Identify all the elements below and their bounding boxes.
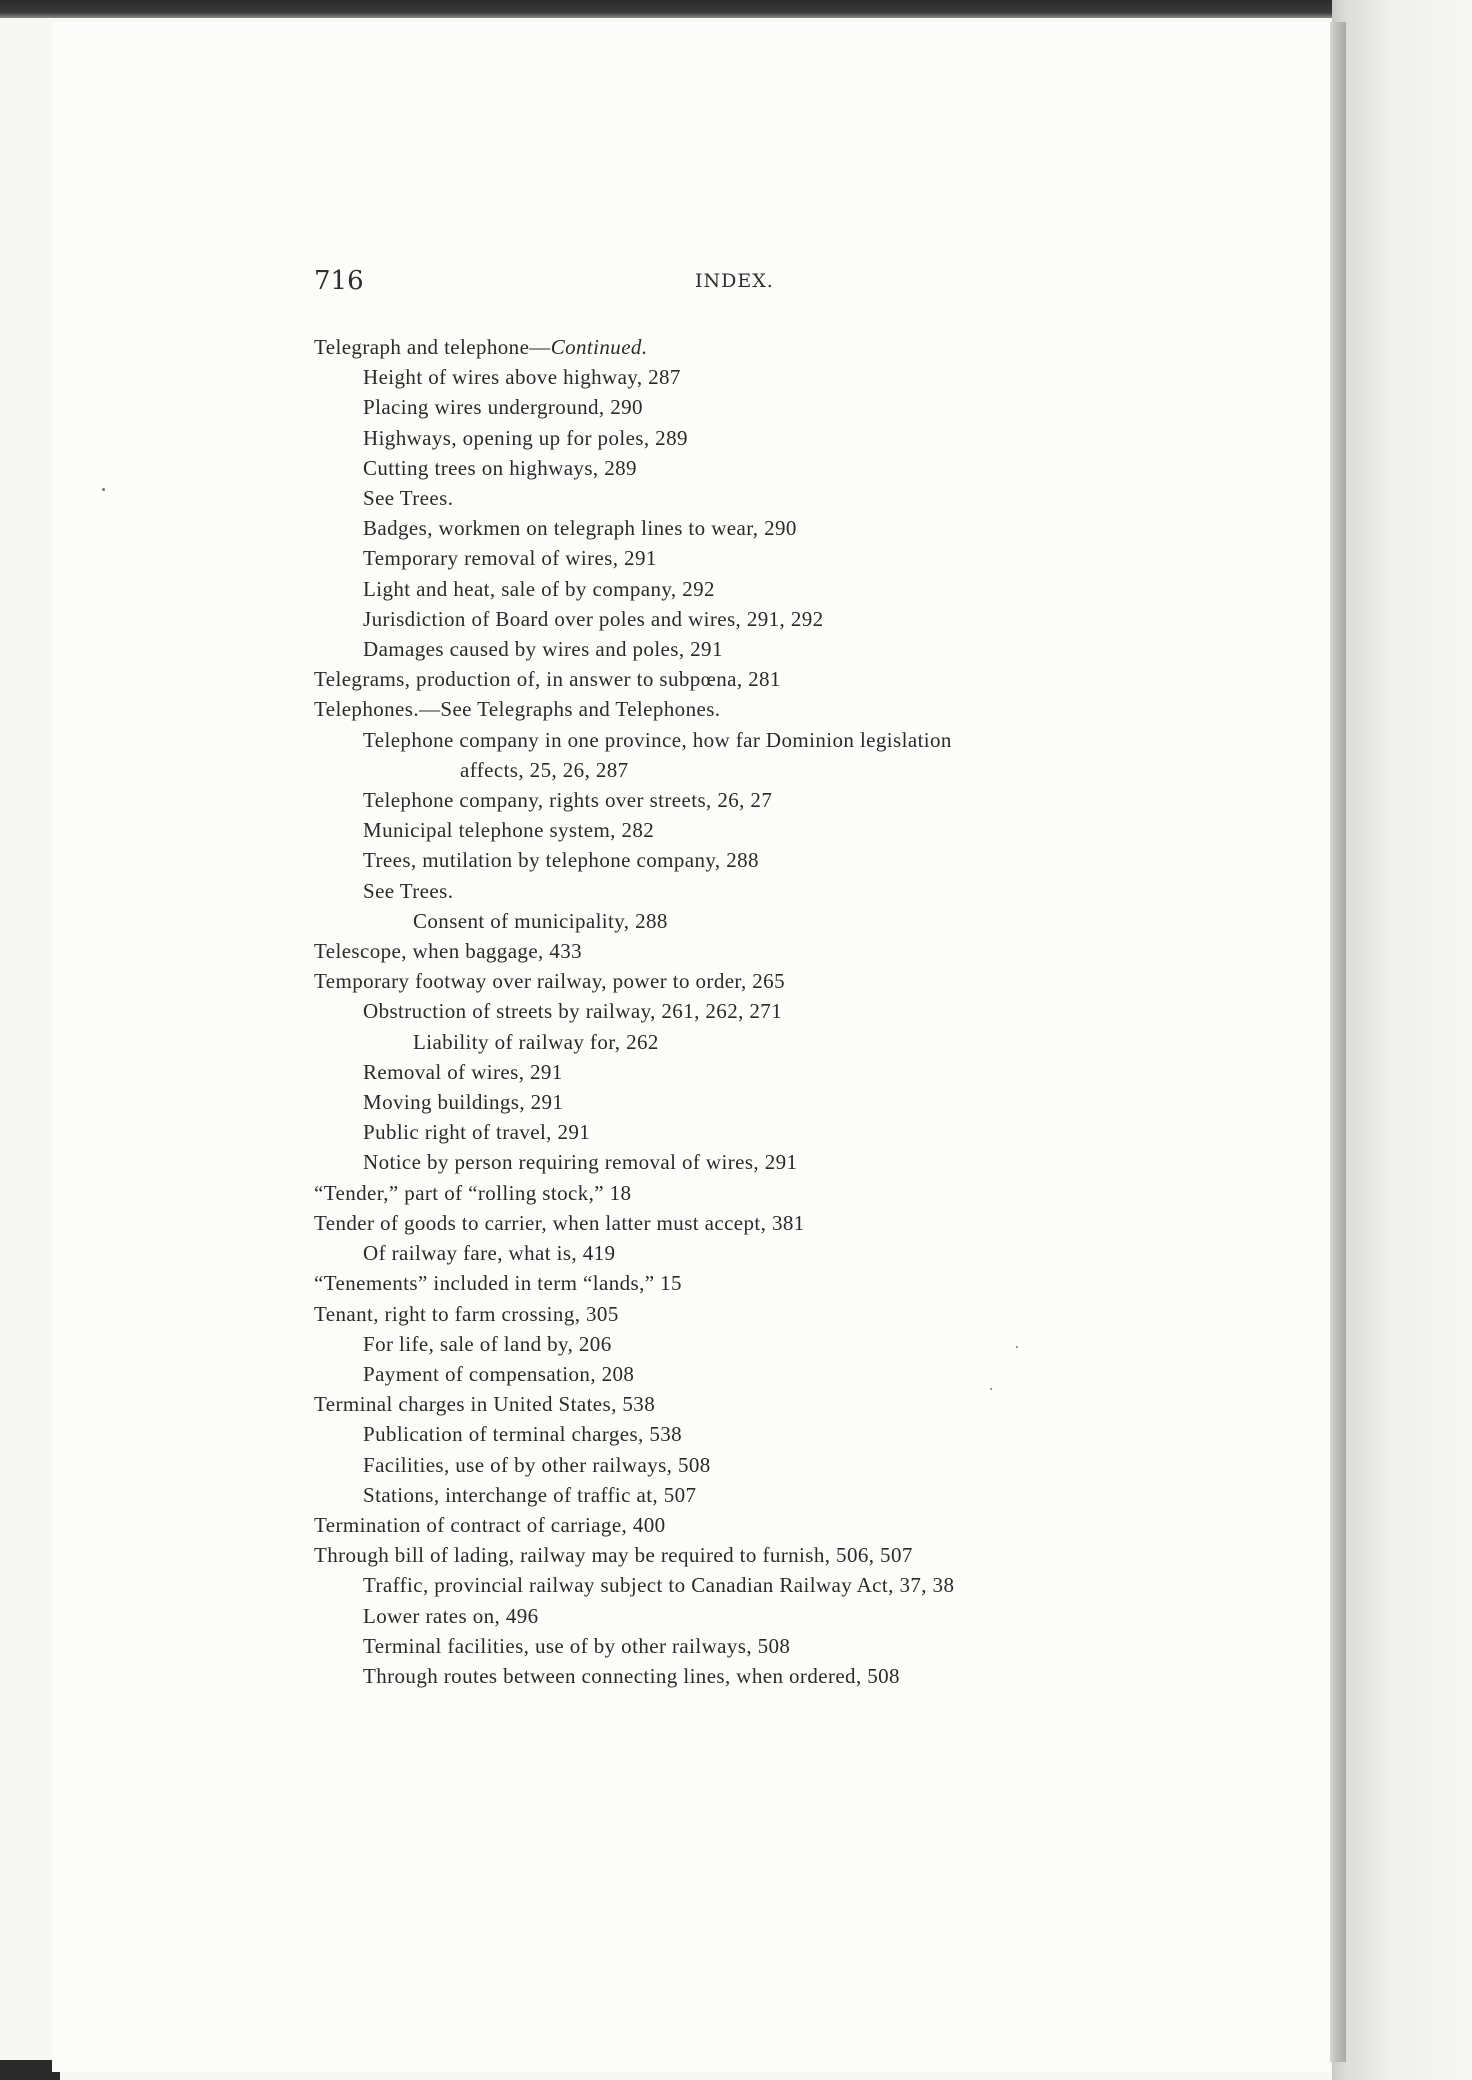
index-entry (314, 1087, 1194, 1117)
index-entry-text: Height of wires above highway, 287 (363, 365, 681, 390)
index-entry-text: Stations, interchange of traffic at, 507 (363, 1482, 697, 1507)
index-entry (314, 604, 1194, 634)
index-entry-text: Telegraph and telephone— (314, 335, 551, 359)
index-entry-text: “Tenements” included in term “lands,” 15 (314, 1271, 682, 1296)
index-entry (314, 574, 1194, 604)
index-entry-text: Municipal telephone system, 282 (363, 818, 655, 843)
index-entry-text: Terminal charges in United States, 538 (314, 1392, 656, 1417)
index-entry (314, 1238, 1194, 1268)
index-entry-continued: Continued. (550, 335, 648, 359)
index-entry (314, 1329, 1194, 1359)
index-entry-text: Liability of railway for, 262 (413, 1029, 659, 1054)
scan-speck (990, 1388, 992, 1390)
index-entry (314, 362, 1194, 392)
index-entry-text: Moving buildings, 291 (363, 1090, 564, 1115)
index-entry (314, 785, 1194, 815)
index-entry (314, 815, 1194, 845)
index-entry (314, 634, 1194, 664)
index-entry (314, 906, 1194, 936)
index-entry-text: See Trees. (363, 486, 454, 511)
index-entry (314, 543, 1194, 573)
index-entry (314, 1359, 1194, 1389)
index-entry (314, 1027, 1194, 1057)
index-entry (314, 725, 1194, 755)
index-entry-list (314, 332, 1194, 1691)
index-entry (314, 1057, 1194, 1087)
index-entry-text: Tender of goods to carrier, when latter must accept, 381 (314, 1210, 805, 1235)
index-entry-text: affects, 25, 26, 287 (460, 757, 629, 782)
index-entry-text: Trees, mutilation by telephone company, 288 (363, 848, 759, 873)
index-entry (314, 483, 1194, 513)
index-entry (314, 1147, 1194, 1177)
index-entry (314, 755, 1194, 785)
index-entry-text: Consent of municipality, 288 (413, 908, 668, 933)
index-entry (314, 1117, 1194, 1147)
index-entry (314, 1268, 1194, 1298)
index-entry (314, 1178, 1194, 1208)
index-entry-text: Temporary footway over railway, power to order, 265 (314, 969, 785, 994)
index-entry (314, 664, 1194, 694)
index-entry (314, 845, 1194, 875)
index-entry-text: Highways, opening up for poles, 289 (363, 425, 688, 450)
index-entry-text: Public right of travel, 291 (363, 1120, 591, 1145)
index-entry (314, 392, 1194, 422)
index-entry-text: Badges, workmen on telegraph lines to wear, 290 (363, 516, 797, 541)
index-entry-text: Light and heat, sale of by company, 292 (363, 576, 715, 601)
index-entry (314, 1208, 1194, 1238)
index-entry (314, 1601, 1194, 1631)
index-entry-text: Traffic, provincial railway subject to Canadian Railway Act, 37, 38 (363, 1573, 955, 1598)
scan-speck (102, 488, 105, 491)
index-entry (314, 966, 1194, 996)
index-entry-text: Termination of contract of carriage, 400 (314, 1512, 666, 1537)
index-entry-text: For life, sale of land by, 206 (363, 1331, 612, 1356)
index-entry (314, 1450, 1194, 1480)
index-entry-text: Of railway fare, what is, 419 (363, 1241, 616, 1266)
index-entry-text: Through bill of lading, railway may be required to furnish, 506, 507 (314, 1543, 913, 1568)
scan-bottom-left-corner (0, 2060, 60, 2080)
index-entry (314, 1661, 1194, 1691)
running-header (314, 266, 784, 300)
index-entry-text: Cutting trees on highways, 289 (363, 455, 637, 480)
index-entry-text: Placing wires underground, 290 (363, 395, 643, 420)
scan-top-border (0, 0, 1472, 18)
index-entry-text: Removal of wires, 291 (363, 1059, 563, 1084)
index-entry-text: Telegrams, production of, in answer to subpœna, 281 (314, 667, 781, 692)
index-entry-text: See Trees. (363, 878, 454, 903)
index-entry-text: Telephone company, rights over streets, 26, 27 (363, 788, 773, 813)
index-entry (314, 1480, 1194, 1510)
index-entry-text: Damages caused by wires and poles, 291 (363, 637, 723, 662)
index-entry (314, 423, 1194, 453)
index-entry (314, 1419, 1194, 1449)
index-entry (314, 1570, 1194, 1600)
index-entry (314, 332, 1194, 362)
index-entry-text: Lower rates on, 496 (363, 1603, 539, 1628)
index-entry (314, 694, 1194, 724)
index-entry-text: Facilities, use of by other railways, 508 (363, 1452, 711, 1477)
index-entry-text: Obstruction of streets by railway, 261, 262, 271 (363, 999, 783, 1024)
index-entry-text: Telescope, when baggage, 433 (314, 939, 583, 964)
index-entry-text: Publication of terminal charges, 538 (363, 1422, 683, 1447)
index-entry-text: Telephone company in one province, how far Dominion legislation (363, 727, 952, 752)
index-entry-text: Through routes between connecting lines, when ordered, 508 (363, 1663, 900, 1688)
header-title: INDEX. (695, 270, 774, 292)
index-entry (314, 453, 1194, 483)
index-entry (314, 996, 1194, 1026)
scan-right-margin (1332, 0, 1472, 2080)
index-entry (314, 1510, 1194, 1540)
index-entry-text: Notice by person requiring removal of wires, 291 (363, 1150, 798, 1175)
index-entry (314, 1299, 1194, 1329)
page-number: 716 (314, 266, 364, 296)
index-entry (314, 936, 1194, 966)
index-entry (314, 1389, 1194, 1419)
index-entry (314, 513, 1194, 543)
index-entry (314, 1540, 1194, 1570)
index-entry (314, 876, 1194, 906)
index-entry-text: Payment of compensation, 208 (363, 1361, 635, 1386)
index-entry-text: “Tender,” part of “rolling stock,” 18 (314, 1180, 632, 1205)
index-entry (314, 1631, 1194, 1661)
index-entry-text: Temporary removal of wires, 291 (363, 546, 657, 571)
index-entry-text: Jurisdiction of Board over poles and wires, 291, 292 (363, 606, 824, 631)
index-entry-text: Tenant, right to farm crossing, 305 (314, 1301, 619, 1326)
index-entry-text: Terminal facilities, use of by other railways, 508 (363, 1633, 791, 1658)
scan-speck (1016, 1346, 1018, 1348)
index-entry-text: Telephones.—See Telegraphs and Telephones. (314, 697, 721, 722)
